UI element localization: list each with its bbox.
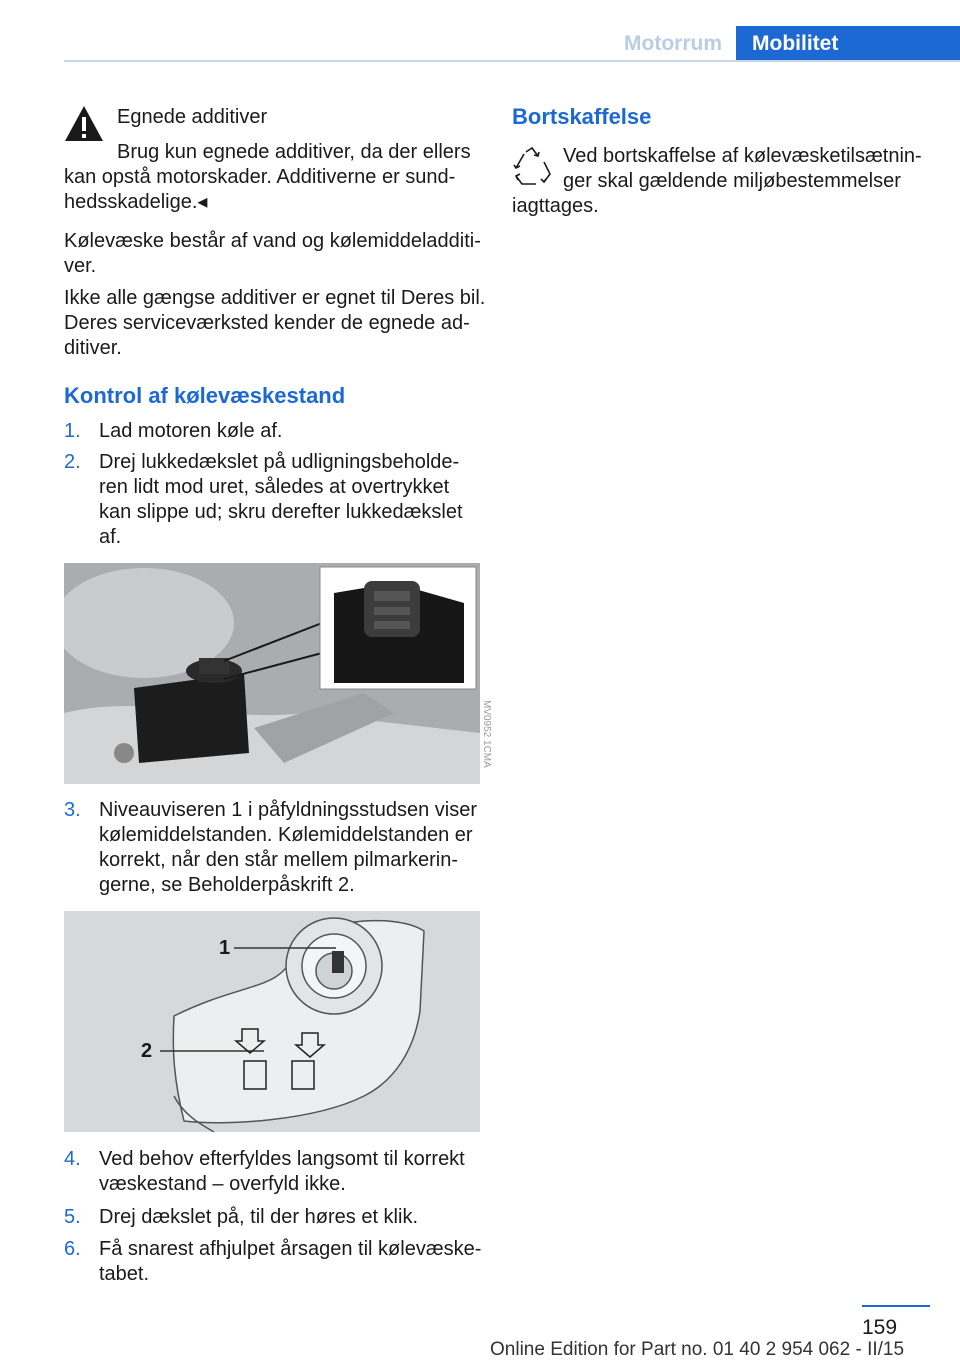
header-divider (64, 60, 960, 62)
step-text: væskestand – overfyld ikke. (99, 1173, 346, 1195)
reservoir-diagram (64, 911, 480, 1132)
tab-motorrum[interactable]: Motorrum (610, 26, 736, 62)
step-number: 5. (64, 1206, 81, 1228)
tab-mobilitet[interactable]: Mobilitet (736, 26, 960, 62)
diagram-label-1: 1 (219, 937, 231, 959)
step-text: Få snarest afhjulpet årsagen til kølevæske- (99, 1238, 482, 1260)
warning-text: kan opstå motorskader. Additiverne er sund- (64, 166, 456, 188)
paragraph: ver. (64, 255, 97, 277)
step-text: Ved behov efterfyldes langsomt til korrekt (99, 1148, 465, 1170)
step-text: Drej dækslet på, til der høres et klik. (99, 1206, 418, 1228)
warning-text: hedsskadelige.◂ (64, 191, 208, 213)
disposal-text: Ved bortskaffelse af kølevæsketilsætnin- (563, 145, 922, 167)
step-text: tabet. (99, 1263, 150, 1285)
engine-photo (64, 563, 480, 784)
footer-divider (862, 1305, 930, 1307)
step-number: 1. (64, 420, 81, 442)
section-heading: Bortskaffelse (512, 104, 652, 129)
paragraph: Kølevæske består af vand og kølemiddeladditi- (64, 230, 481, 252)
warning-text: Brug kun egnede additiver, da der ellers (117, 141, 471, 163)
step-text: af. (99, 526, 122, 548)
step-text: Drej lukkedækslet på udligningsbeholde- (99, 451, 460, 473)
step-text: kan slippe ud; skru derefter lukkedækslet (99, 501, 463, 523)
recycle-icon (510, 146, 554, 188)
step-text: korrekt, når den står mellem pilmarkerin- (99, 849, 458, 871)
step-text: gerne, se Beholderpåskrift 2. (99, 874, 355, 896)
warning-title: Egnede additiver (117, 106, 268, 128)
disposal-text: ger skal gældende miljøbestemmelser (563, 170, 901, 192)
diagram-label-2: 2 (141, 1040, 153, 1062)
step-text: Lad motoren køle af. (99, 420, 283, 442)
section-heading: Kontrol af kølevæskestand (64, 383, 346, 408)
step-text: ren lidt mod uret, således at overtrykket (99, 476, 450, 498)
warning-icon (64, 104, 104, 144)
step-number: 2. (64, 451, 81, 473)
step-number: 6. (64, 1238, 81, 1260)
step-text: Niveauviseren 1 i påfyldningsstudsen viser (99, 799, 477, 821)
step-text: kølemiddelstanden. Kølemiddelstanden er (99, 824, 473, 846)
step-number: 4. (64, 1148, 81, 1170)
edition-note: Online Edition for Part no. 01 40 2 954 062 - II/15 (490, 1339, 905, 1360)
page-number: 159 (862, 1316, 898, 1339)
paragraph: Ikke alle gængse additiver er egnet til Deres bil. (64, 287, 486, 309)
step-number: 3. (64, 799, 81, 821)
paragraph: ditiver. (64, 337, 122, 359)
photo-code: MV0952 1CMA (481, 700, 492, 768)
disposal-text: iagttages. (512, 195, 599, 217)
paragraph: Deres serviceværksted kender de egnede ad- (64, 312, 470, 334)
